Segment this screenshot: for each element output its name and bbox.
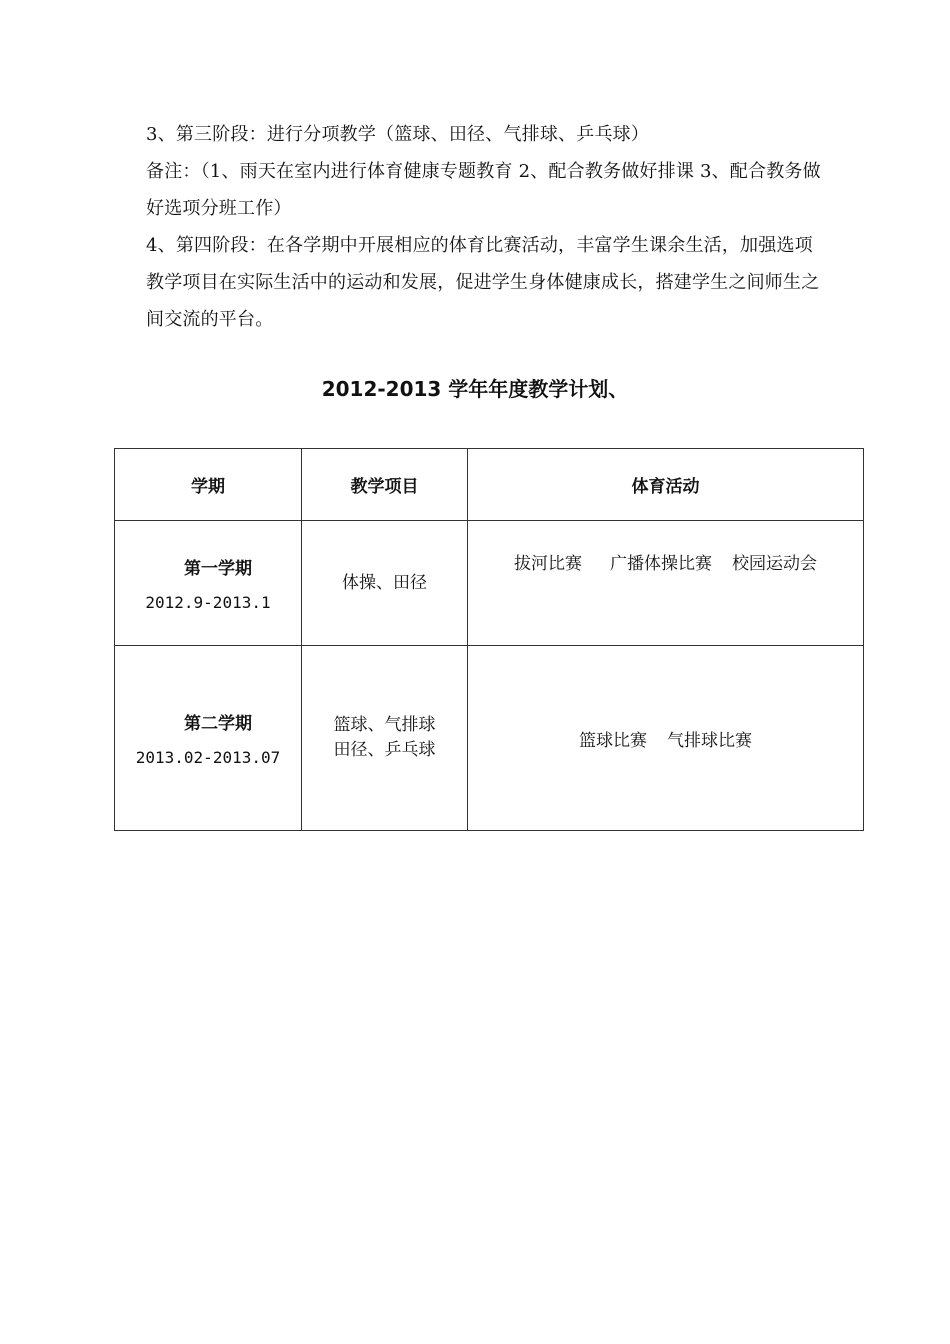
projects-cell: [302, 646, 468, 831]
paragraph-stage-4: 4、第四阶段：在各学期中开展相应的体育比赛活动，丰富学生课余生活，加强选项教学项目在实际生活中的运动和发展，促进学生身体健康成长，搭建学生之间师生之间交流的平台。: [146, 235, 820, 330]
activity-item: 广播体操比赛: [610, 554, 712, 574]
activity-item: 校园运动会: [732, 554, 817, 574]
term-cell: [115, 521, 302, 646]
header-term: 学期: [115, 449, 302, 521]
plan-title: 2012-2013 学年年度教学计划、: [321, 377, 629, 401]
activity-item: 气排球比赛: [667, 730, 752, 751]
project-line: 篮球、气排球: [333, 715, 436, 735]
header-activities: 体育活动: [468, 449, 864, 521]
project-line: 体操、田径: [342, 572, 427, 593]
paragraph-stage-3: 3、第三阶段：进行分项教学（篮球、田径、气排球、乒乓球）: [146, 124, 650, 145]
teaching-plan-table: [114, 448, 864, 831]
paragraph-remark: 备注：（1、雨天在室内进行体育健康专题教育 2、配合教务做好排课 3、配合教务做好选项分班工作）: [146, 161, 821, 219]
table-row: [115, 521, 864, 646]
activities-cell: [468, 521, 864, 646]
term-date: 2013.02-2013.07: [135, 748, 281, 767]
term-date: 2012.9-2013.1: [145, 593, 271, 612]
activity-item: 拔河比赛: [514, 554, 582, 574]
header-projects: 教学项目: [302, 449, 468, 521]
activity-item: 篮球比赛: [579, 730, 647, 751]
activities-cell: [468, 646, 864, 831]
term-name: 第二学期: [184, 714, 252, 734]
table-row: [115, 646, 864, 831]
project-line: 田径、乒乓球: [333, 740, 436, 760]
table-header-row: [115, 449, 864, 521]
projects-cell: [302, 521, 468, 646]
term-name: 第一学期: [184, 559, 252, 579]
term-cell: [115, 646, 302, 831]
